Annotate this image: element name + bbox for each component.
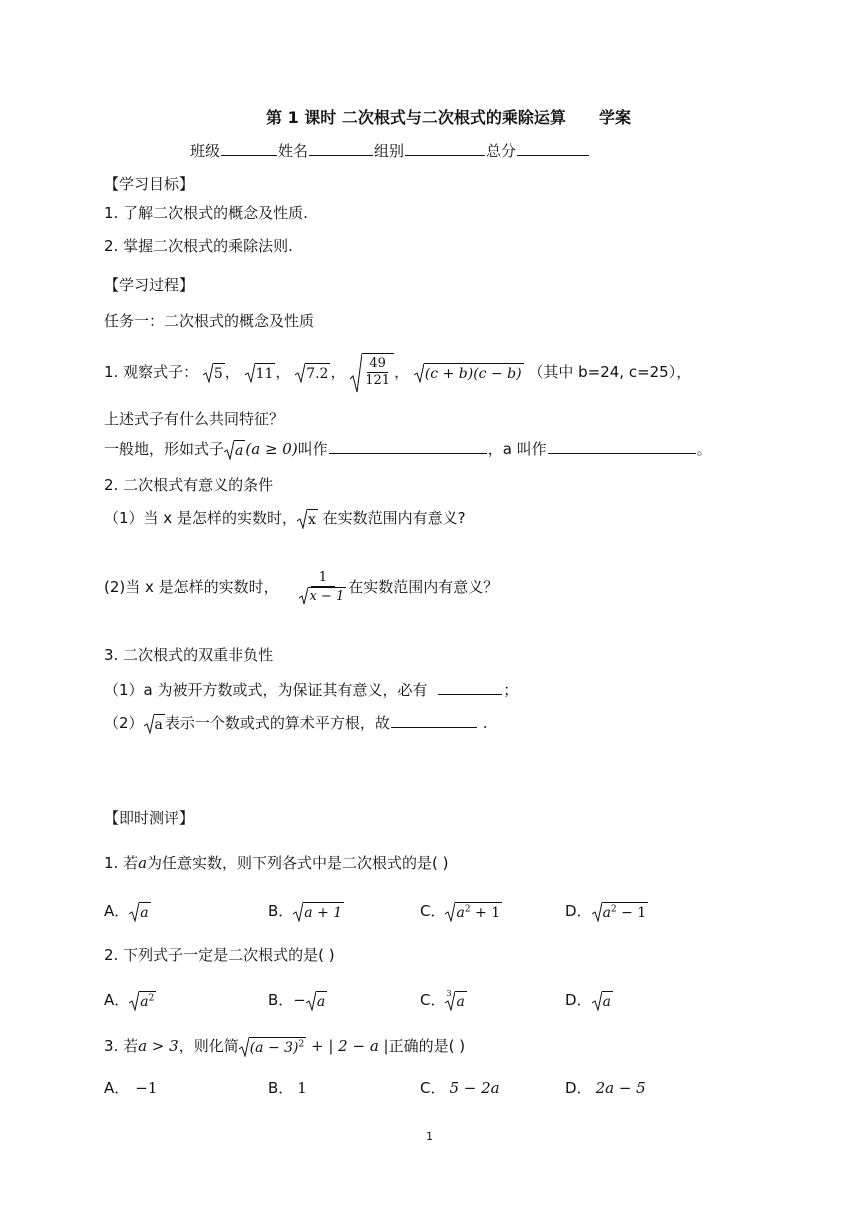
test-heading: 【即时测评】 — [104, 809, 195, 827]
test-question-3-stem: 3. 若a > 3，则化简 $(a - 3)^2$ + | 2 − a |正确的是( ) — [104, 1037, 466, 1056]
test-q3-option-c[interactable]: C． 5 − 2a — [420, 1079, 500, 1097]
objectives-heading: 【学习目标】 — [104, 175, 195, 193]
test-q2-option-b[interactable]: B．− a — [268, 991, 326, 1010]
test-question-1-stem: 1. 若a为任意实数，则下列各式中是二次根式的是( ) — [104, 854, 449, 872]
page-title: 第 1 课时 二次根式与二次根式的乘除运算 学案 — [266, 108, 632, 127]
class-blank[interactable] — [221, 140, 277, 156]
process-heading: 【学习过程】 — [104, 276, 195, 294]
question-2-1: （1）当 x 是怎样的实数时， x 在实数范围内有意义? — [104, 509, 466, 528]
test-q3-option-d[interactable]: D． 2a − 5 — [565, 1079, 646, 1097]
question-3-1: （1）a 为被开方数或式，为保证其有意义，必有 ； — [104, 681, 519, 699]
definition-blank-1[interactable] — [329, 438, 487, 454]
test-q1-option-a[interactable]: A． a — [104, 902, 149, 921]
question-1-features: 上述式子有什么共同特征？ — [104, 410, 285, 428]
question-3-2: （2） a 表示一个数或式的算术平方根，故 . — [104, 714, 488, 733]
nonneg-blank-2[interactable] — [391, 712, 477, 728]
objective-item-2: 2. 掌握二次根式的乘除法则. — [104, 237, 293, 255]
question-1-observe: 1. 观察式子： 5 ， 11 ， 7.2 ， $\frac{49}{121}$ ， (c + b)(c − b) （其中 b=24, c=25）， — [104, 352, 691, 393]
name-blank[interactable] — [309, 140, 373, 156]
objective-item-1: 1. 了解二次根式的概念及性质. — [104, 204, 308, 222]
sqrt-5: 5 — [203, 363, 225, 383]
sqrt-7-2: 7.2 — [295, 363, 330, 383]
definition-blank-2[interactable] — [548, 438, 696, 454]
sqrt-product-expression: (c + b)(c − b) — [414, 363, 524, 383]
question-2-heading: 2. 二次根式有意义的条件 — [104, 476, 274, 494]
title-suffix: 学案 — [599, 108, 632, 127]
fraction-one-over-sqrt: $\frac{1}{x - 1}$ — [297, 570, 348, 605]
test-q1-option-c[interactable]: C． $a^2 + 1$ — [420, 902, 501, 921]
sqrt-x: x — [297, 509, 318, 529]
test-q2-option-a[interactable]: A． $a^2$ — [104, 991, 155, 1010]
test-q1-option-b[interactable]: B． a + 1 — [268, 902, 343, 921]
definition-line: 一般地，形如式子 a (a ≥ 0)叫作 ，a 叫作 。 — [104, 440, 712, 459]
sqrt-squared-expression: $(a - 3)^2$ — [239, 1037, 307, 1057]
question-2-2: (2)当 x 是怎样的实数时， $\frac{1}{x - 1}$ 在实数范围内有意义？ — [104, 570, 499, 604]
page-number: 1 — [426, 1130, 433, 1143]
question-3-heading: 3. 二次根式的双重非负性 — [104, 646, 274, 664]
student-info-row: 班级 姓名 组别 总分 — [190, 140, 590, 161]
sqrt-a-nonneg: a — [144, 714, 165, 734]
test-question-2-stem: 2. 下列式子一定是二次根式的是( ) — [104, 946, 335, 964]
sqrt-a-definition: a — [224, 440, 245, 460]
group-blank[interactable] — [405, 140, 485, 156]
task1-heading: 任务一：二次根式的概念及性质 — [104, 312, 315, 330]
test-q3-option-a[interactable]: A． −1 — [104, 1079, 158, 1097]
test-q2-option-c[interactable]: C． 3 a — [420, 988, 465, 1010]
score-blank[interactable] — [517, 140, 589, 156]
test-q3-option-b[interactable]: B． 1 — [268, 1079, 307, 1097]
test-q2-option-d[interactable]: D． a — [565, 991, 611, 1010]
nonneg-blank-1[interactable] — [438, 679, 502, 695]
test-q1-option-d[interactable]: D． $a^2 - 1$ — [565, 902, 647, 921]
sqrt-fraction-49-121: $\frac{49}{121}$ — [350, 353, 394, 393]
sqrt-11: 11 — [245, 363, 276, 383]
